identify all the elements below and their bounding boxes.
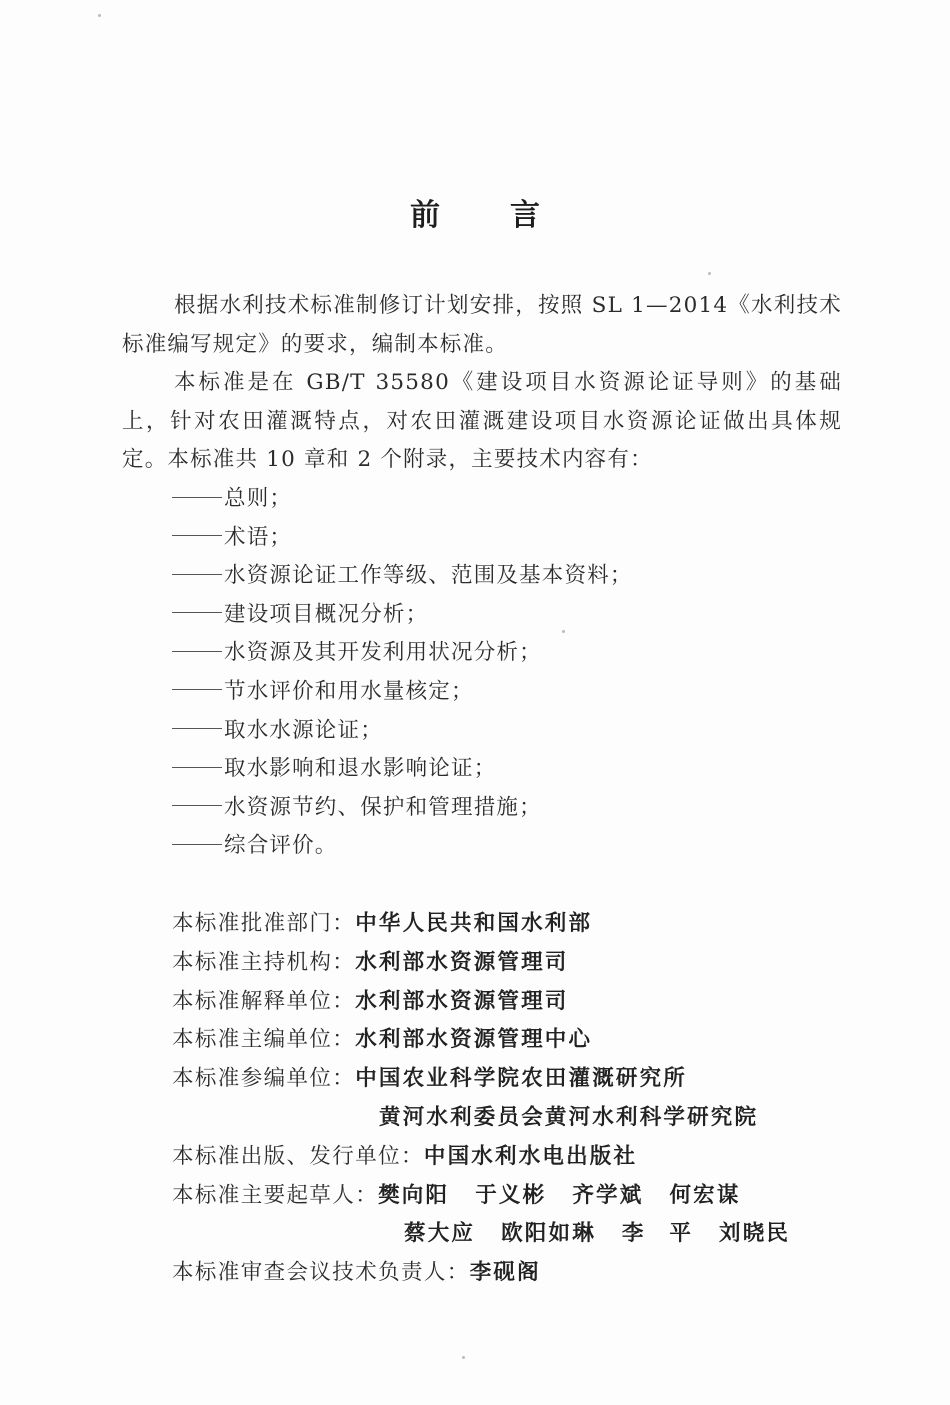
- list-item: [172, 712, 633, 751]
- dash-mark: [172, 805, 222, 806]
- dash-mark: [172, 651, 222, 652]
- credit-review: [172, 1254, 872, 1293]
- list-item-text: 建设项目概况分析；: [224, 601, 429, 627]
- list-item: [172, 827, 633, 866]
- scan-speck: [98, 14, 101, 17]
- drafter-name: 齐学斌: [572, 1182, 644, 1208]
- credit-label: 本标准主要起草人：: [172, 1182, 379, 1208]
- title-char-1: 前: [410, 198, 440, 233]
- credit-value: 中国水利水电出版社: [423, 1143, 638, 1169]
- list-item-text: 水资源节约、保护和管理措施；: [224, 794, 542, 820]
- list-item: [172, 750, 633, 789]
- dash-mark: [172, 728, 222, 729]
- credit-label: 本标准解释单位：: [172, 988, 356, 1014]
- credit-label: 本标准出版、发行单位：: [172, 1143, 424, 1169]
- credit-value: 黄河水利委员会黄河水利科学研究院: [379, 1104, 759, 1130]
- dash-mark: [172, 574, 222, 575]
- dash-mark: [172, 612, 222, 613]
- credit-publish: [172, 1138, 872, 1177]
- list-item: [172, 673, 633, 712]
- drafter-name: 何宏谋: [669, 1182, 741, 1208]
- dash-mark: [172, 535, 222, 536]
- list-item: [172, 480, 633, 519]
- scan-speck: [562, 630, 565, 633]
- list-item-text: 总则；: [224, 486, 293, 511]
- drafter-name: 刘晓民: [719, 1221, 791, 1247]
- dash-mark: [172, 767, 222, 768]
- paragraph-2: 本标准是在 GB/T 35580《建设项目水资源论证导则》的基础上，针对农田灌溉特点，对农田灌溉建设项目水资源论证做出具体规定。本标准共 10 章和 2 个附录，主要技术内容有：: [122, 370, 842, 472]
- drafter-name: 于义彬: [475, 1182, 547, 1208]
- drafter-name: 李 平: [621, 1221, 694, 1247]
- drafter-name: 樊向阳: [378, 1182, 450, 1208]
- credit-host: [172, 944, 872, 983]
- list-item: [172, 634, 633, 673]
- credit-label: 本标准批准部门：: [172, 911, 356, 936]
- credit-co: [172, 1060, 872, 1099]
- credit-drafters: [172, 1177, 872, 1216]
- credit-label: 本标准参编单位：: [172, 1066, 356, 1092]
- credits-block: [172, 905, 872, 1293]
- dash-mark: [172, 689, 222, 690]
- scan-speck: [708, 272, 711, 275]
- list-item-text: 水资源及其开发利用状况分析；: [224, 640, 542, 666]
- page-title: [0, 190, 950, 234]
- list-item: [172, 596, 633, 635]
- credit-value: 李砚阁: [469, 1260, 541, 1286]
- contents-list: [172, 480, 633, 866]
- list-item-text: 术语；: [224, 524, 293, 550]
- list-item: [172, 557, 633, 596]
- credit-value: 中华人民共和国水利部: [355, 911, 593, 936]
- list-item-text: 水资源论证工作等级、范围及基本资料；: [224, 563, 633, 589]
- credit-chief: [172, 1021, 872, 1060]
- list-item-text: 综合评价。: [224, 833, 338, 859]
- credit-label: 本标准主编单位：: [172, 1027, 356, 1053]
- credit-interpret: [172, 983, 872, 1022]
- dash-mark: [172, 497, 222, 498]
- list-item: [172, 519, 633, 558]
- list-item: [172, 789, 633, 828]
- title-char-2: 言: [510, 198, 540, 233]
- dash-mark: [172, 844, 222, 845]
- list-item-text: 节水评价和用水量核定；: [224, 678, 474, 704]
- list-item-text: 取水影响和退水影响论证；: [224, 756, 497, 782]
- credit-value: 水利部水资源管理司: [355, 949, 569, 975]
- drafter-name: 蔡大应: [404, 1221, 476, 1247]
- credit-value: 水利部水资源管理中心: [355, 1027, 593, 1053]
- credit-value: 中国农业科学院农田灌溉研究所: [355, 1066, 688, 1092]
- drafter-name: 欧阳如琳: [501, 1221, 596, 1247]
- paragraph-1: 根据水利技术标准制修订计划安排，按照 SL 1—2014《水利技术标准编写规定》的要求，编制本标准。: [122, 293, 842, 357]
- credit-label: 本标准审查会议技术负责人：: [172, 1260, 470, 1286]
- credit-approve: [172, 905, 872, 944]
- credit-value: 水利部水资源管理司: [355, 988, 569, 1014]
- credit-co-continued: [172, 1099, 872, 1138]
- credit-drafters-continued: [172, 1215, 872, 1254]
- list-item-text: 取水水源论证；: [224, 717, 383, 743]
- credit-label: 本标准主持机构：: [172, 949, 356, 975]
- scan-speck: [462, 1356, 465, 1359]
